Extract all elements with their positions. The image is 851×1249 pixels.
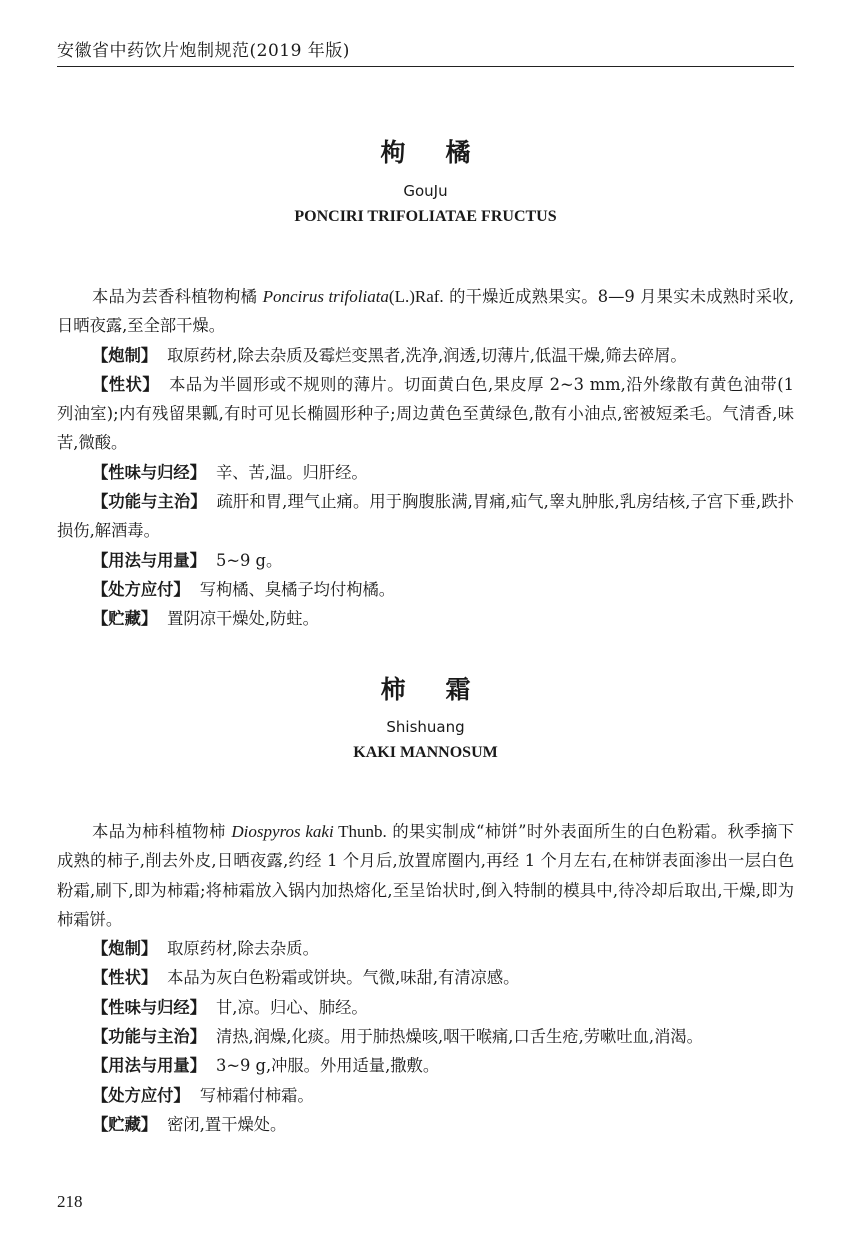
section-text: 本品为灰白色粉霜或饼块。气微,味甜,有清凉感。 [167, 968, 520, 988]
section-text: 清热,润燥,化痰。用于肺热燥咳,咽干喉痛,口舌生疮,劳嗽吐血,消渴。 [215, 1027, 703, 1047]
section-text: 写枸橘、臭橘子均付枸橘。 [199, 579, 396, 599]
entry-pinyin: Shishuang [386, 718, 465, 736]
section-nature-meridian [57, 993, 794, 1022]
intro-text: 的干燥近成熟果实。8—9 月果实未成熟时采收,日晒夜露,至全部干燥。 [57, 287, 794, 336]
section-prescription [57, 575, 794, 604]
section-label: 【处方应付】 [92, 579, 190, 599]
section-storage [57, 1110, 794, 1139]
entry-title: 枸橘 [380, 138, 511, 167]
section-label: 【贮藏】 [92, 1114, 158, 1134]
latin-author: (L.)Raf. [388, 287, 444, 306]
header-rule [57, 66, 794, 67]
section-text: 取原药材,除去杂质。 [167, 939, 319, 959]
section-label: 【性味与归经】 [92, 997, 206, 1017]
section-dosage [57, 546, 794, 575]
section-processing [57, 341, 794, 370]
section-label: 【用法与用量】 [92, 1056, 206, 1076]
section-label: 【用法与用量】 [92, 550, 206, 570]
intro-text: 本品为柿科植物柿 [92, 822, 232, 841]
section-label: 【功能与主治】 [92, 492, 207, 512]
intro-paragraph [57, 817, 794, 934]
entry-title: 柿霜 [380, 675, 511, 704]
section-nature-meridian [57, 458, 794, 487]
section-description [57, 963, 794, 992]
latin-binomial: Diospyros kaki [231, 822, 334, 841]
section-text: 5~9 g。 [215, 550, 283, 570]
entry-body [57, 282, 794, 634]
section-text: 密闭,置干燥处。 [167, 1114, 287, 1134]
section-label: 【贮藏】 [92, 609, 158, 629]
section-processing [57, 934, 794, 963]
section-label: 【性状】 [92, 968, 158, 988]
section-text: 疏肝和胃,理气止痛。用于胸腹胀满,胃痛,疝气,睾丸肿胀,乳房结核,子宫下垂,跌扑损伤,解酒毒。 [57, 492, 794, 541]
entry-pinyin: GouJu [403, 182, 448, 200]
section-text: 本品为半圆形或不规则的薄片。切面黄白色,果皮厚 2~3 mm,沿外缘散有黄色油带(1 列油室);内有残留果瓤,有时可见长椭圆形种子;周边黄色至黄绿色,散有小油点,密被短柔毛。气清香,味苦,微酸。 [57, 374, 794, 453]
entry-latin-name: PONCIRI TRIFOLIATAE FRUCTUS [294, 208, 557, 225]
latin-binomial: Poncirus trifoliata [262, 287, 389, 306]
entry-latin-name: KAKI MANNOSUM [353, 744, 498, 761]
section-function-indication [57, 1022, 794, 1051]
section-label: 【性状】 [92, 374, 160, 394]
section-text: 写柿霜付柿霜。 [199, 1085, 314, 1105]
section-dosage [57, 1051, 794, 1080]
section-label: 【功能与主治】 [92, 1027, 206, 1047]
section-text: 3~9 g,冲服。外用适量,撒敷。 [215, 1056, 440, 1076]
intro-text: 的果实制成“柿饼”时外表面所生的白色粉霜。秋季摘下成熟的柿子,削去外皮,日晒夜露,约经 1 个月后,放置席圈内,再经 1 个月左右,在柿饼表面渗出一层白色粉霜,刷下,即为柿霜;将柿霜放入锅内加热熔化,至呈饴状时,倒入特制的模具中,待冷却后取出,干燥,即为柿霜饼。 [57, 822, 795, 929]
intro-paragraph [57, 282, 794, 341]
section-label: 【炮制】 [92, 345, 158, 365]
section-prescription [57, 1081, 794, 1110]
entry-body [57, 817, 794, 1139]
section-label: 【处方应付】 [92, 1085, 190, 1105]
section-function-indication [57, 487, 794, 546]
section-text: 辛、苦,温。归肝经。 [215, 462, 368, 482]
page-number: 218 [57, 1192, 83, 1211]
section-label: 【炮制】 [92, 939, 158, 959]
section-text: 取原药材,除去杂质及霉烂变黑者,洗净,润透,切薄片,低温干燥,筛去碎屑。 [167, 345, 687, 365]
running-header: 安徽省中药饮片炮制规范(2019 年版) [57, 41, 350, 61]
section-storage [57, 604, 794, 633]
intro-text: 本品为芸香科植物枸橘 [92, 287, 263, 306]
section-text: 置阴凉干燥处,防蛀。 [167, 609, 319, 629]
section-description [57, 370, 794, 458]
section-text: 甘,凉。归心、肺经。 [215, 997, 368, 1017]
latin-author: Thunb. [333, 822, 387, 841]
section-label: 【性味与归经】 [92, 462, 206, 482]
